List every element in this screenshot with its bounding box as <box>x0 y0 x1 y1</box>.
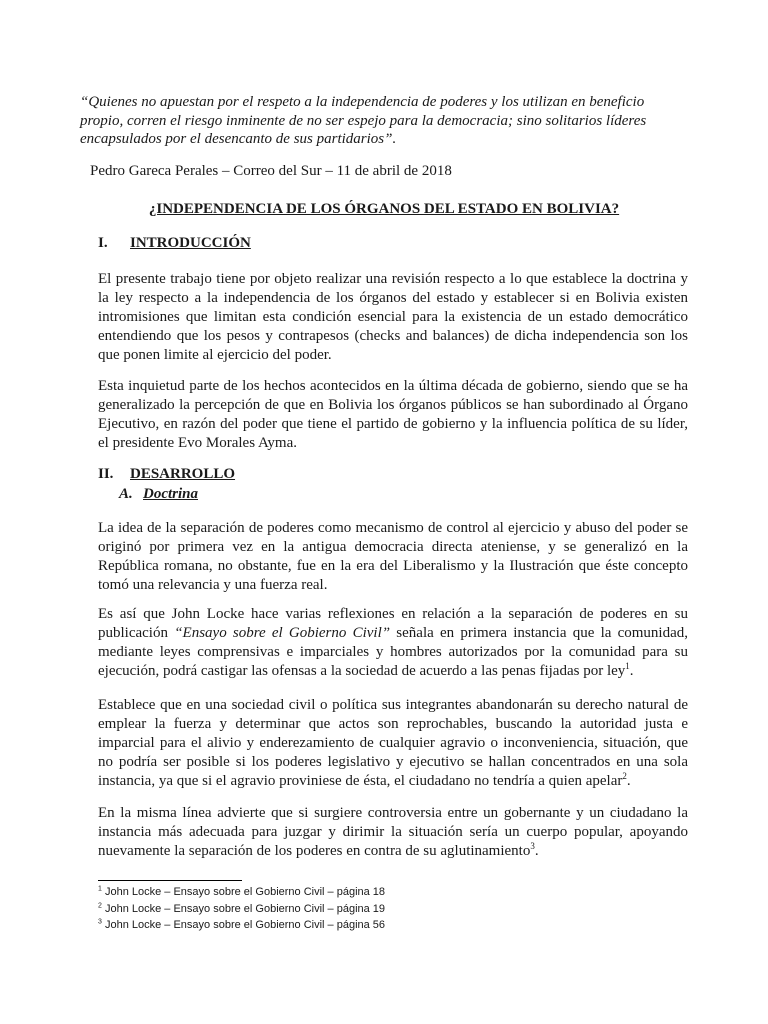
footnote-text: John Locke – Ensayo sobre el Gobierno Civil – página 56 <box>104 919 386 931</box>
section-heading-desarrollo <box>98 466 235 483</box>
doctrina-paragraph-2 <box>98 605 688 681</box>
footnote-number: 3 <box>98 918 102 926</box>
section-number: II. <box>98 466 114 482</box>
footnote-number: 2 <box>98 902 102 910</box>
paragraph-end: . <box>534 843 539 859</box>
paragraph-text: Es así que John Locke hace varias reflexiones en relación a la separación de poderes en su publicación <box>98 606 688 641</box>
paragraph-text: señala en primera instancia que la comunidad, mediante leyes comprensivas e imparciales y hombres autorizados por la comunidad para su ejecución, podrá castigar las ofensas a la sociedad de acuerdo a las penas fijadas por ley <box>98 625 688 679</box>
doctrina-paragraph-1: La idea de la separación de poderes como mecanismo de control al ejercicio y abuso del poder se originó por primera vez en la antigua democracia directa ateniense, y se generalizó en la República romana, no obstante, fue en la era del Liberalismo y la Ilustración que éste concepto tomó una relevancia y una fuerza real. <box>98 520 688 593</box>
quote-source: Pedro Gareca Perales – Correo del Sur – 11 de abril de 2018 <box>90 163 452 179</box>
section-heading-introduccion <box>98 235 251 252</box>
footnote-separator <box>98 880 242 881</box>
footnote-ref[interactable]: 1 <box>625 661 630 671</box>
intro-paragraph-1: El presente trabajo tiene por objeto realizar una revisión respecto a lo que establece la doctrina y la ley respecto a la independencia de los órganos del estado y establecer si en Bolivia existen intromisiones que limitan esta condición esencial para la existencia de un estado democrático entendiendo que los pesos y contrapesos (checks and balances) de dicha independencia son los que ponen limite al ejercicio del poder. <box>98 271 688 363</box>
document-title: ¿INDEPENDENCIA DE LOS ÓRGANOS DEL ESTADO EN BOLIVIA? <box>148 201 620 217</box>
footnote-1 <box>98 885 385 899</box>
footnote-text: John Locke – Ensayo sobre el Gobierno Civil – página 18 <box>104 886 386 898</box>
footnote-ref[interactable]: 3 <box>530 841 535 851</box>
paragraph-end: . <box>626 773 631 789</box>
subsection-heading-doctrina <box>119 486 198 503</box>
footnote-ref[interactable]: 2 <box>622 771 627 781</box>
book-title: “Ensayo sobre el Gobierno Civil” <box>174 625 391 641</box>
footnote-3 <box>98 918 385 932</box>
section-heading-text: INTRODUCCIÓN <box>130 235 251 251</box>
doctrina-paragraph-3 <box>98 696 688 791</box>
paragraph-end: . <box>629 663 634 679</box>
subsection-letter: A. <box>119 486 133 502</box>
section-heading-text: DESARROLLO <box>130 466 236 482</box>
paragraph-text: En la misma línea advierte que si surgiere controversia entre un gobernante y un ciudadano la instancia más adecuada para juzgar y dirimir la situación sería un cuerpo popular, apoyando nuevamente la separación de los poderes en contra de su aglutinamiento <box>98 805 688 859</box>
footnote-text: John Locke – Ensayo sobre el Gobierno Civil – página 19 <box>104 903 386 915</box>
footnote-number: 1 <box>98 885 102 893</box>
subsection-heading-text: Doctrina <box>143 486 199 502</box>
intro-paragraph-2: Esta inquietud parte de los hechos acontecidos en la última década de gobierno, siendo que se ha generalizado la percepción de que en Bolivia los órganos públicos se han subordinado al Órgano Ejecutivo, en razón del poder que tiene el partido de gobierno y la influencia política de su líder, el presidente Evo Morales Ayma. <box>98 378 688 451</box>
footnote-2 <box>98 902 385 916</box>
epigraph-quote: “Quienes no apuestan por el respeto a la independencia de poderes y los utilizan en beneficio propio, corren el riesgo inminente de no ser espejo para la democracia; sino solitarios líderes encapsulados por el desencanto de sus partidarios”. <box>80 94 647 147</box>
section-number: I. <box>98 235 108 251</box>
doctrina-paragraph-4 <box>98 804 688 861</box>
paragraph-text: Establece que en una sociedad civil o política sus integrantes abandonarán su derecho natural de emplear la fuerza y determinar que actos son reprochables, buscando la autoridad justa e imparcial para el alivio y enderezamiento de cualquier agravio o inconveniencia, situación, que no podría ser posible si los poderes legislativo y ejecutivo se hallan concentrados en una sola instancia, ya que si el agravio proviniese de ésta, el ciudadano no tendría a quien apelar <box>98 697 688 789</box>
